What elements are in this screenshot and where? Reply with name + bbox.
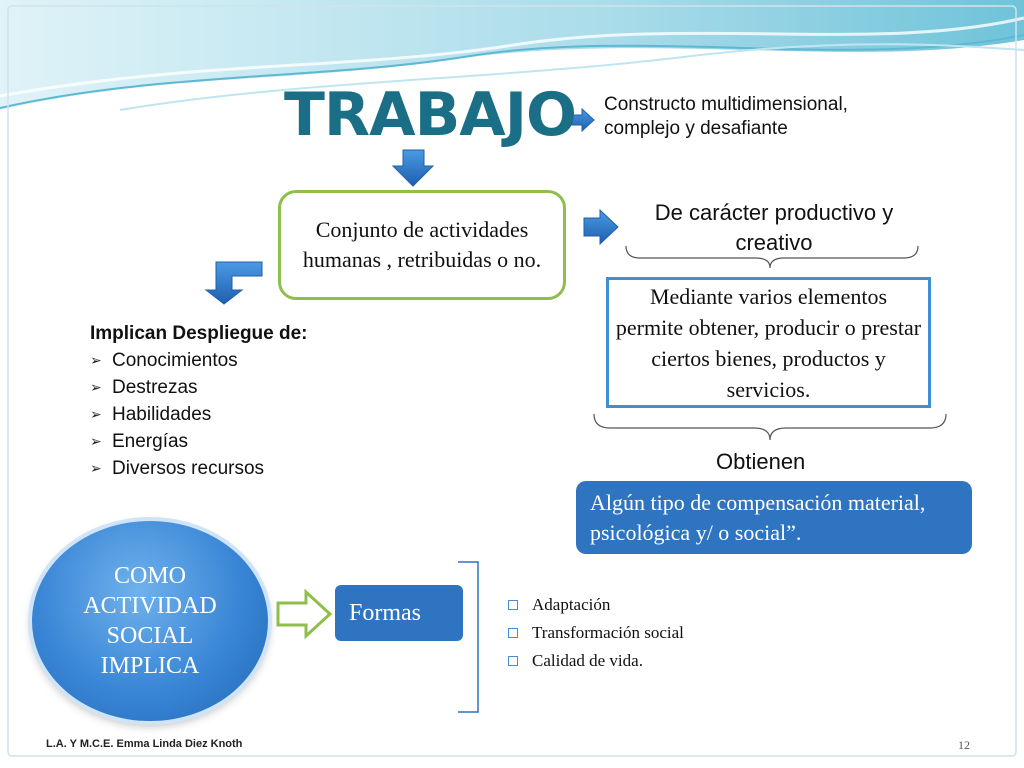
- square-bullet-icon: [508, 600, 518, 610]
- despliegue-heading: Implican Despliegue de:: [90, 323, 308, 344]
- list-item: ➢ Destrezas: [90, 374, 308, 401]
- brace-bottom: [594, 414, 946, 440]
- bent-arrow-icon: [206, 262, 262, 304]
- arrow-bullet-icon: ➢: [90, 433, 102, 449]
- means-box: [606, 277, 931, 408]
- footer-author: L.A. Y M.C.E. Emma Linda Diez Knoth: [46, 738, 243, 750]
- list-item: Calidad de vida.: [508, 647, 684, 675]
- means-text: Mediante varios elementos permite obtener, producir o prestar ciertos bienes, productos y servicios.: [615, 283, 922, 402]
- list-item: ➢ Diversos recursos: [90, 455, 308, 482]
- definition-box: [278, 190, 566, 300]
- arrow-bullet-icon: ➢: [90, 406, 102, 422]
- list-item: ➢ Habilidades: [90, 401, 308, 428]
- square-bullet-icon: [508, 628, 518, 638]
- formas-list: [508, 591, 684, 675]
- arrow-bullet-icon: ➢: [90, 352, 102, 368]
- circle-text: COMO ACTIVIDAD SOCIAL IMPLICA: [83, 563, 217, 679]
- list-item: Adaptación: [508, 591, 684, 619]
- slide-title: TRABAJO: [284, 80, 577, 150]
- compensation-box: [576, 481, 972, 554]
- arrow-down-icon: [393, 150, 433, 186]
- despliegue-list: [90, 320, 308, 482]
- productive-text: De carácter productivo y creativo: [654, 200, 894, 255]
- definition-text: Conjunto de actividades humanas , retribuidas o no.: [302, 217, 542, 272]
- list-item: ➢ Conocimientos: [90, 347, 308, 374]
- obtienen-label: Obtienen: [716, 449, 806, 474]
- arrow-right-icon: [584, 210, 618, 244]
- page-number: 12: [958, 738, 970, 752]
- list-item: Transformación social: [508, 619, 684, 647]
- social-activity-circle: [32, 521, 268, 721]
- formas-label: Formas: [349, 599, 421, 626]
- arrow-bullet-icon: ➢: [90, 379, 102, 395]
- formas-box: [335, 585, 463, 641]
- construct-text: Constructo multidimensional, complejo y desafiante: [604, 94, 848, 139]
- square-bullet-icon: [508, 656, 518, 666]
- arrow-bullet-icon: ➢: [90, 460, 102, 476]
- compensation-text: Algún tipo de compensación material, psicológica y/ o social”.: [590, 489, 926, 545]
- outline-arrow-icon: [278, 592, 330, 636]
- list-item: ➢ Energías: [90, 428, 308, 455]
